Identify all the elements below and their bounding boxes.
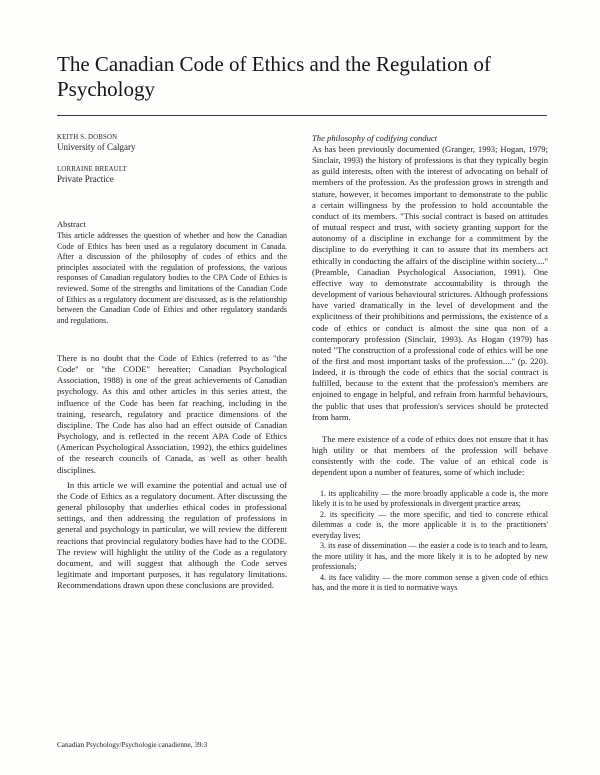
list-item: 2. its specificity — the more specific, and tied to concrete ethical dilemmas a code is, the more applicable it is to the practitioners' everyday lives; [312,509,548,540]
journal-footer: Canadian Psychology/Psychologie canadienne, 39:3 [57,741,208,749]
left-column [57,133,287,591]
list-item: 4. its face validity — the more common sense a given code of ethics has, and the more it is tied to normative ways [312,572,548,593]
title-rule [57,115,547,116]
article-title: The Canadian Code of Ethics and the Regulation of Psychology [57,52,491,101]
right-column [312,133,548,594]
author-name: KEITH S. DOBSON [57,134,118,141]
author-affiliation: Private Practice [57,174,114,184]
abstract-block [57,219,287,341]
abstract-heading: Abstract [57,219,86,229]
author-name: LORRAINE BREAULT [57,166,127,173]
body-paragraph: There is no doubt that the Code of Ethics (referred to as "the Code" or "the CODE" hereafter; Canadian Psychological Association, 1988) is one of the great achievements of Canadian psychology. As this and other articles in this series attest, the influence of the Code has been far reaching, including in the training, research, regulatory and practice dimensions of the discipline. The Code has also had an effect outside of Canadian Psychology, and is reflected in the recent APA Code of Ethics (American Psychological Association, 1992), the ethics guidelines of the research councils of Canada, as well as other health disciplines. [57,353,287,475]
body-paragraph: As has been previously documented (Granger, 1993; Hogan, 1979; Sinclair, 1993) the history of professions is that they typically begin as guild interests, often with the interest of advocating on behalf of members of the profession. As the profession grows in strength and stature, however, it becomes important to demonstrate to the public a certain willingness by the profession to hold accountable the conduct of its members. "This social contract is based on attitudes of mutual respect and trust, with society granting support for the autonomy of a discipline in exchange for a commitment by the discipline to do everything it can to assure that its members act ethically in conducting the affairs of the discipline within society...." (Preamble, Canadian Psychological Association, 1991). One effective way to demonstrate accountability is through the development of various behavioural strictures. Although professions have varied dramatically in the level of development and the explicitness of their prohibitions and permissions, the existence of a code of ethics or conduct is almost the sine qua non of a contemporary profession (Sinclair, 1993). As Hogan (1979) has noted "The construction of a professional code of ethics will be one of the first and most important tasks of the profession...." (p. 220). Indeed, it is through the code of ethics that the social contract is fulfilled, because to the extent that the profession's members are enjoined to engage in helpful, and refrain from harmful behaviours, the public that uses that profession's services should be protected from harm. [312,144,548,422]
body-paragraph: In this article we will examine the potential and actual use of the Code of Ethics as a regulatory document. After discussing the general philosophy that underlies ethical codes in professional settings, and then addressing the regulation of professions in general and psychology in particular, we will review the different reactions that provincial regulatory bodies have had to the CODE. The review will highlight the utility of the Code as a regulatory document, and will suggest that although the Code serves legitimate and important purposes, it has regulatory limitations. Recommendations drawn upon these conclusions are provided. [57,479,287,591]
author-affiliation: University of Calgary [57,142,136,152]
list-item: 1. its applicability — the more broadly applicable a code is, the more likely it is to be used by professionals in divergent practice areas; [312,488,548,509]
body-paragraph: The mere existence of a code of ethics does not ensure that it has high utility or that members of the profession will behave consistently with the code. The value of an ethical code is dependent upon a number of features, some of which include: [312,433,548,478]
feature-list [312,489,548,594]
list-item: 3. its ease of dissemination — the easier a code is to teach and to learn, the more utility it has, and the more likely it is to be adopted by new professionals; [312,541,548,572]
abstract-text: This article addresses the question of whether and how the Canadian Code of Ethics has been used as a regulatory document in Canada. After a discussion of the philosophy of codes of ethics and the principles associated with the regulation of professions, the various responses of Canadian regulatory bodies to the CPA Code of Ethics is reviewed. Some of the strengths and limitations of the Canadian Code of Ethics as a regulatory document are discussed, as is the relationship between the Canadian Code of Ethics and other regulatory standards and regulations. [57,231,287,325]
section-heading: The philosophy of codifying conduct [312,133,438,143]
